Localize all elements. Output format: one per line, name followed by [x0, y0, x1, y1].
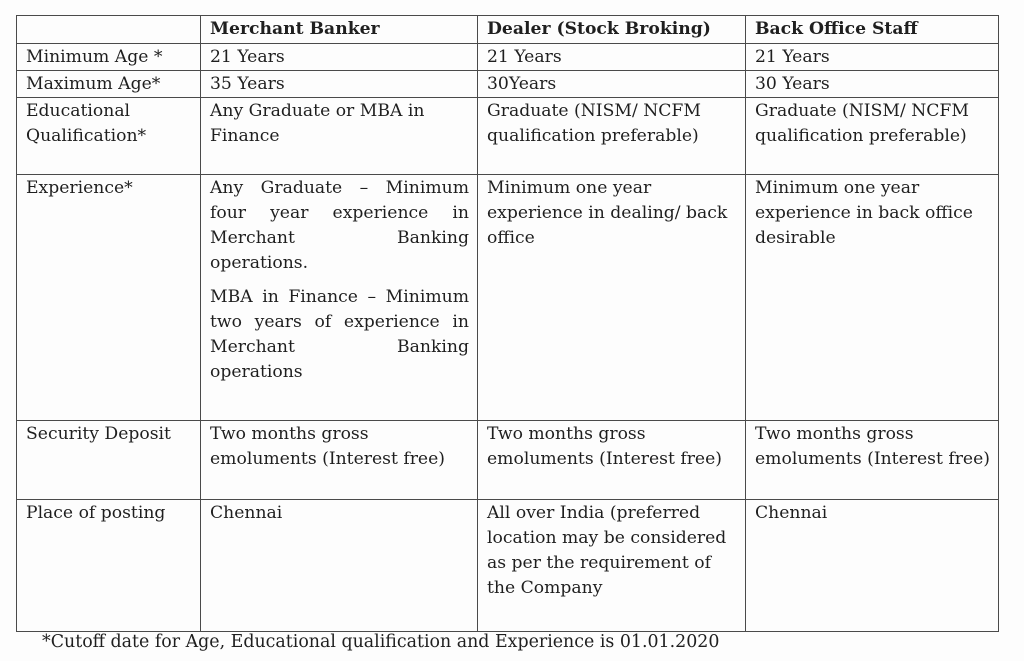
cell-back-office: Minimum one year experience in back office desirable [746, 175, 999, 421]
row-label: Experience* [17, 175, 201, 421]
table-row-experience [17, 175, 999, 421]
row-label: Place of posting [17, 500, 201, 632]
cutoff-date-footnote: *Cutoff date for Age, Educational qualification and Experience is 01.01.2020 [42, 632, 720, 652]
eligibility-table [16, 15, 999, 632]
table-row-minimum-age [17, 44, 999, 71]
cell-back-office: 30 Years [746, 71, 999, 98]
cell-merchant-banker [201, 175, 478, 421]
header-back-office: Back Office Staff [746, 16, 999, 44]
cell-back-office: Graduate (NISM/ NCFM qualification preferable) [746, 98, 999, 175]
table-row-maximum-age [17, 71, 999, 98]
cell-merchant-banker: Chennai [201, 500, 478, 632]
cell-merchant-banker: 21 Years [201, 44, 478, 71]
cell-dealer: 30Years [478, 71, 746, 98]
cell-back-office: Two months gross emoluments (Interest free) [746, 421, 999, 500]
cell-dealer: Minimum one year experience in dealing/ back office [478, 175, 746, 421]
row-label: Minimum Age * [17, 44, 201, 71]
cell-merchant-banker: Any Graduate or MBA in Finance [201, 98, 478, 175]
cell-back-office: Chennai [746, 500, 999, 632]
experience-graduate-paragraph: Any Graduate – Minimum four year experience in Merchant Banking operations. [210, 178, 469, 273]
table-row-place-of-posting [17, 500, 999, 632]
cell-merchant-banker: 35 Years [201, 71, 478, 98]
experience-mba-paragraph: MBA in Finance – Minimum two years of experience in Merchant Banking operations [210, 287, 469, 382]
table-row-educational-qualification [17, 98, 999, 175]
row-label: Maximum Age* [17, 71, 201, 98]
cell-back-office: 21 Years [746, 44, 999, 71]
cell-dealer: Graduate (NISM/ NCFM qualification preferable) [478, 98, 746, 175]
cell-merchant-banker: Two months gross emoluments (Interest free) [201, 421, 478, 500]
header-dealer: Dealer (Stock Broking) [478, 16, 746, 44]
table-row-security-deposit [17, 421, 999, 500]
cell-dealer: 21 Years [478, 44, 746, 71]
row-label: Security Deposit [17, 421, 201, 500]
header-merchant-banker: Merchant Banker [201, 16, 478, 44]
cell-dealer: All over India (preferred location may be considered as per the requirement of the Company [478, 500, 746, 632]
table-header-row [17, 16, 999, 44]
header-blank-cell [17, 16, 201, 44]
cell-dealer: Two months gross emoluments (Interest free) [478, 421, 746, 500]
row-label: Educational Qualification* [17, 98, 201, 175]
